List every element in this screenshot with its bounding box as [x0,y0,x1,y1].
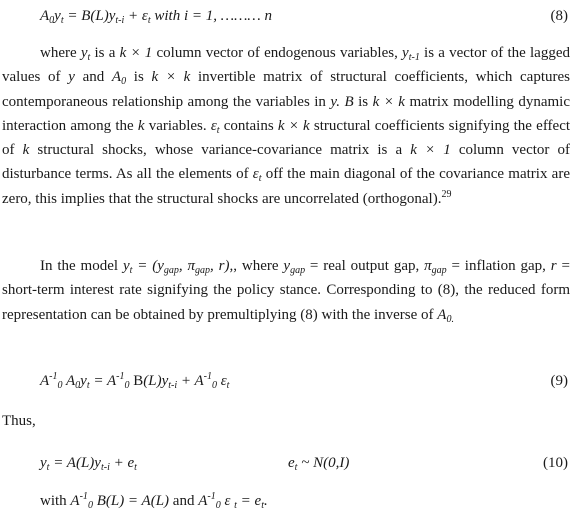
with-line: with $A^{-1}_0$ B(L) = A(L) and $A^{-1}_0$ ε $_t = e_t$. [40,491,268,511]
footnote-marker: 29 [441,188,452,200]
paragraph-model-description: where $y_t$ is a k × 1 column vector of endogenous variables, $y_{t-1}$ is a vector of the lagged values of y and $A_0$ is k × k invertible matrix of structural coefficients, which captures contemporaneous relationship among the variables in y. B is k × k matrix modelling dynamic interaction among the k variables. $\varepsilon_t$ contains k × k structural coefficients signifying the effect of k structural shocks, whose variance-covariance matrix is a k × 1 column vector of disturbance terms. As all the elements of $\varepsilon_t$ off the main diagonal of the covariance matrix are zero, this implies that the structural shocks are uncorrelated (orthogonal).$^{29}$ [2,45,571,207]
equation-9-number: (9) [550,373,568,389]
equation-9-body: $A^{-1}_0$ $A_0y_t = A^{-1}_0$ $B(L)y_{t-i} + A^{-1}_0$ $\varepsilon_t$ [40,371,230,391]
equation-10-body: $y_t = A(L)y_{t-i} + e_t$ [40,455,137,473]
equation-10-distribution: $e_t$ ~ N(0,I) [288,455,350,473]
thus-label: Thus, [2,413,36,429]
equation-8-body: $A_0y_t = B(L)y_{t-i} + \varepsilon_t$ with i = 1, ……… n [40,8,273,26]
equation-8-number: (8) [550,8,568,24]
paragraph-model-variables: In the model $y_t = (y_{gap}$, $\pi_{gap}$, r),, where $y_{gap}$ = real output gap, $\pi_{gap}$ = inflation gap, r = short-term interest rate signifying the policy stance. Corresponding to (8), the reduced form representation can be obtained by premultiplying (8) with the inverse of $A_{0.}$ [2,258,570,325]
equation-10-number: (10) [543,455,568,471]
